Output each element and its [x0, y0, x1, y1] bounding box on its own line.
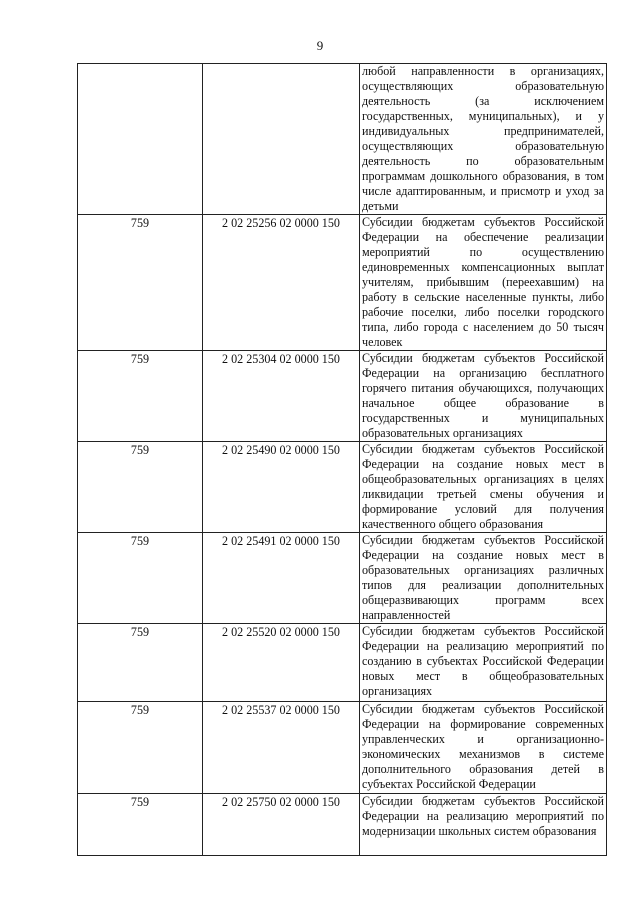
- budget-classification-table: [77, 63, 607, 856]
- admin-code-cell: 759: [78, 533, 203, 624]
- admin-code-cell: 759: [78, 442, 203, 533]
- admin-code-cell: 759: [78, 215, 203, 351]
- page-number: 9: [316, 38, 324, 53]
- budget-code-cell: 2 02 25490 02 0000 150: [203, 442, 360, 533]
- description-cell: любой направленности в организациях, осуществляющих образовательную деятельность (за исключением государственных, муниципальных), и у индивидуальных предпринимателей, осуществляющих образовательную деятельность по образовательным программам дошкольного образования, в том числе адаптированным, и присмотр и уход за детьми: [360, 64, 607, 215]
- table-row: [78, 794, 607, 856]
- budget-code-cell: 2 02 25520 02 0000 150: [203, 624, 360, 702]
- budget-code-cell: 2 02 25537 02 0000 150: [203, 702, 360, 794]
- budget-code-cell: 2 02 25256 02 0000 150: [203, 215, 360, 351]
- table-row: [78, 442, 607, 533]
- budget-code-cell: [203, 64, 360, 215]
- admin-code-cell: 759: [78, 351, 203, 442]
- budget-code-cell: 2 02 25304 02 0000 150: [203, 351, 360, 442]
- description-cell: Субсидии бюджетам субъектов Российской Федерации на реализацию мероприятий по модернизации школьных систем образования: [360, 794, 607, 856]
- budget-code-cell: 2 02 25750 02 0000 150: [203, 794, 360, 856]
- admin-code-cell: 759: [78, 624, 203, 702]
- description-cell: Субсидии бюджетам субъектов Российской Федерации на обеспечение реализации мероприятий по осуществлению единовременных компенсационных выплат учителям, прибывшим (переехавшим) на работу в сельские населенные пункты, либо рабочие поселки, либо поселки городского типа, либо города с населением до 50 тысяч человек: [360, 215, 607, 351]
- budget-code-cell: 2 02 25491 02 0000 150: [203, 533, 360, 624]
- admin-code-cell: 759: [78, 794, 203, 856]
- description-cell: Субсидии бюджетам субъектов Российской Федерации на формирование современных управленческих и организационно-экономических механизмов в системе дополнительного образования детей в субъектах Российской Федерации: [360, 702, 607, 794]
- table-row: [78, 64, 607, 215]
- description-cell: Субсидии бюджетам субъектов Российской Федерации на создание новых мест в образовательных организациях различных типов для реализации дополнительных общеразвивающих программ всех направленностей: [360, 533, 607, 624]
- admin-code-cell: [78, 64, 203, 215]
- description-cell: Субсидии бюджетам субъектов Российской Федерации на создание новых мест в общеобразовательных организациях в целях ликвидации третьей смены обучения и формирование условий для получения качественного общего образования: [360, 442, 607, 533]
- table-row: [78, 624, 607, 702]
- admin-code-cell: 759: [78, 702, 203, 794]
- table-row: [78, 702, 607, 794]
- table-row: [78, 533, 607, 624]
- description-cell: Субсидии бюджетам субъектов Российской Федерации на организацию бесплатного горячего питания обучающихся, получающих начальное общее образование в государственных и муниципальных образовательных организациях: [360, 351, 607, 442]
- description-cell: Субсидии бюджетам субъектов Российской Федерации на реализацию мероприятий по созданию в субъектах Российской Федерации новых мест в общеобразовательных организациях: [360, 624, 607, 702]
- table-row: [78, 351, 607, 442]
- table-row: [78, 215, 607, 351]
